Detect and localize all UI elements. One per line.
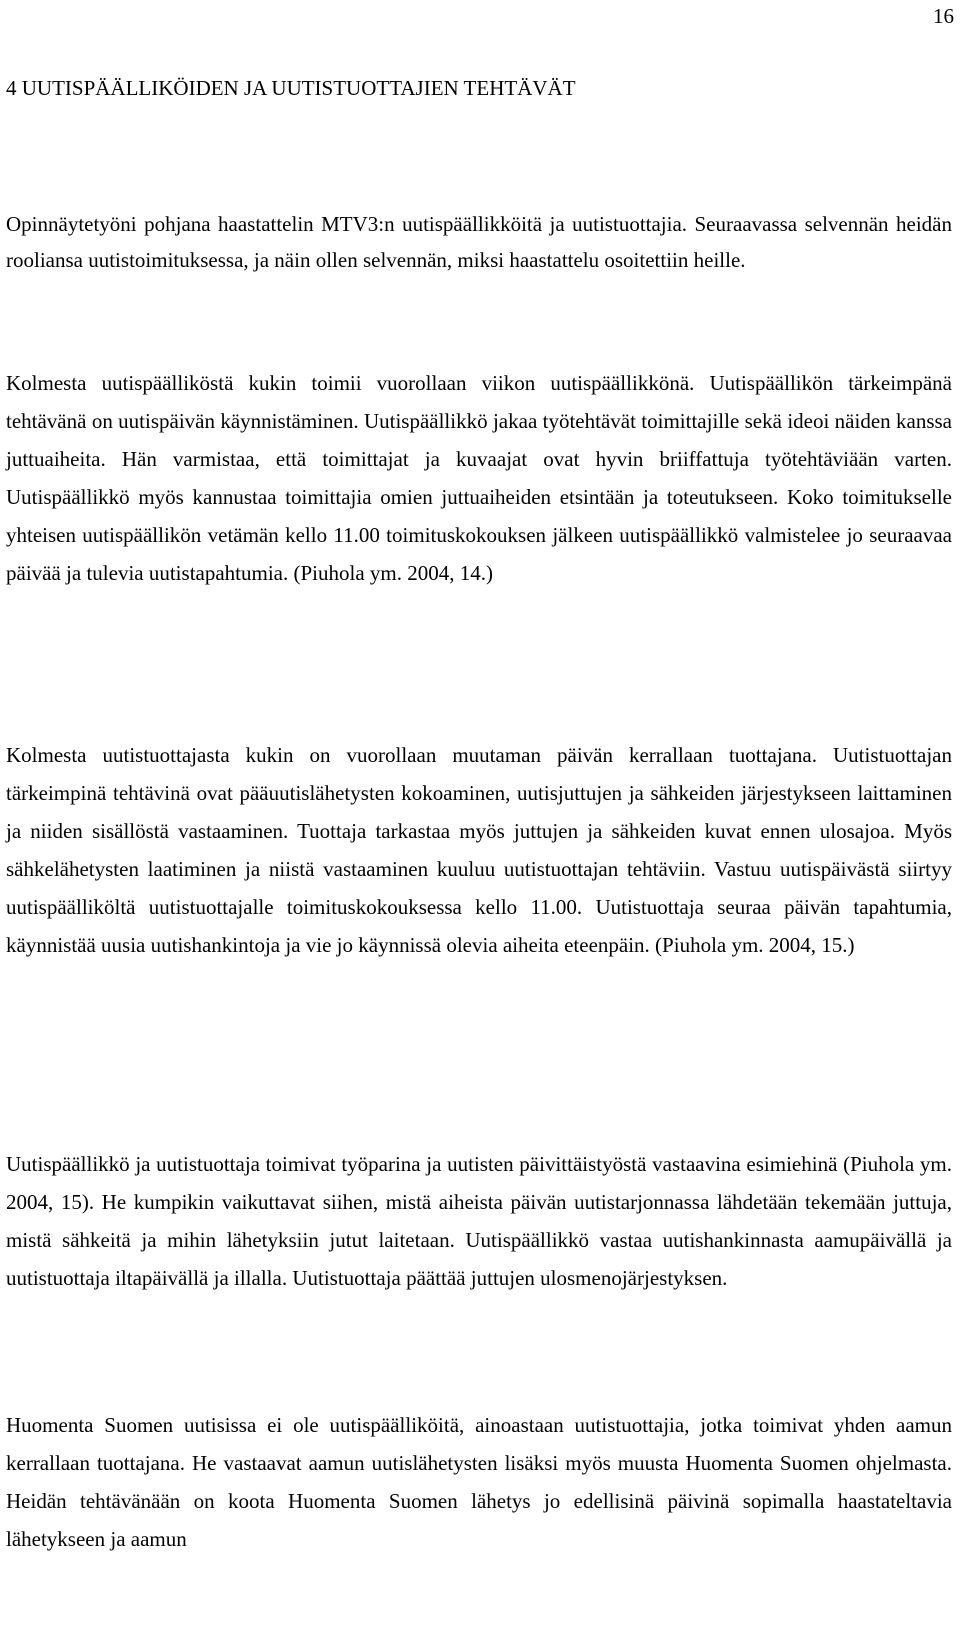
page-number: 16 (933, 4, 954, 28)
paragraph-intro: Opinnäytetyöni pohjana haastattelin MTV3:n uutispäällikköitä ja uutistuottajia. Seuraavassa selvennän heidän rooliansa uutistoimituksessa, ja näin ollen selvennän, miksi haastattelu osoitettiin heille. (6, 212, 952, 272)
paragraph-work-pair: Uutispäällikkö ja uutistuottaja toimivat työparina ja uutisten päivittäistyöstä vastaavina esimiehinä (Piuhola ym. 2004, 15). He kumpikin vaikuttavat siihen, mistä aiheista päivän uutistarjonnassa lähdetään tekemään juttuja, mistä sähkeitä ja mihin lähetyksiin jutut laitetaan. Uutispäällikkö vastaa uutishankinnasta aamupäivällä ja uutistuottaja iltapäivällä ja illalla. Uutistuottaja päättää juttujen ulosmenojärjestyksen. (6, 1152, 952, 1290)
paragraph-news-producers: Kolmesta uutistuottajasta kukin on vuorollaan muutaman päivän kerrallaan tuottajana. Uutistuottajan tärkeimpinä tehtävinä ovat pääuutislähetysten kokoaminen, uutisjuttujen ja sähkeiden järjestykseen laittaminen ja niiden sisällöstä vastaaminen. Tuottaja tarkastaa myös juttujen ja sähkeiden kuvat ennen ulosajoa. Myös sähkelähetysten laatiminen ja niistä vastaaminen kuuluu uutistuottajan tehtäviin. Vastuu uutispäivästä siirtyy uutispäälliköltä uutistuottajalle toimituskokouksessa kello 11.00. Uutistuottaja seuraa päivän tapahtumia, käynnistää uusia uutishankintoja ja vie jo käynnissä olevia aiheita eteenpäin. (Piuhola ym. 2004, 15.) (6, 743, 952, 957)
chapter-heading: 4 UUTISPÄÄLLIKÖIDEN JA UUTISTUOTTAJIEN TEHTÄVÄT (6, 76, 576, 100)
paragraph-huomenta-suomi: Huomenta Suomen uutisissa ei ole uutispäälliköitä, ainoastaan uutistuottajia, jotka toimivat yhden aamun kerrallaan tuottajana. He vastaavat aamun uutislähetysten lisäksi myös muusta Huomenta Suomen ohjelmasta. Heidän tehtävänään on koota Huomenta Suomen lähetys jo edellisinä päivinä sopimalla haastateltavia lähetykseen ja aamun (6, 1413, 952, 1551)
paragraph-news-chiefs: Kolmesta uutispäälliköstä kukin toimii vuorollaan viikon uutispäällikkönä. Uutispäällikön tärkeimpänä tehtävänä on uutispäivän käynnistäminen. Uutispäällikkö jakaa työtehtävät toimittajille sekä ideoi näiden kanssa juttuaiheita. Hän varmistaa, että toimittajat ja kuvaajat ovat hyvin briiffattuja työtehtäviään varten. Uutispäällikkö myös kannustaa toimittajia omien juttuaiheiden etsintään ja toteutukseen. Koko toimitukselle yhteisen uutispäällikön vetämän kello 11.00 toimituskokouksen jälkeen uutispäällikkö valmistelee jo seuraavaa päivää ja tulevia uutistapahtumia. (Piuhola ym. 2004, 14.) (6, 371, 952, 585)
